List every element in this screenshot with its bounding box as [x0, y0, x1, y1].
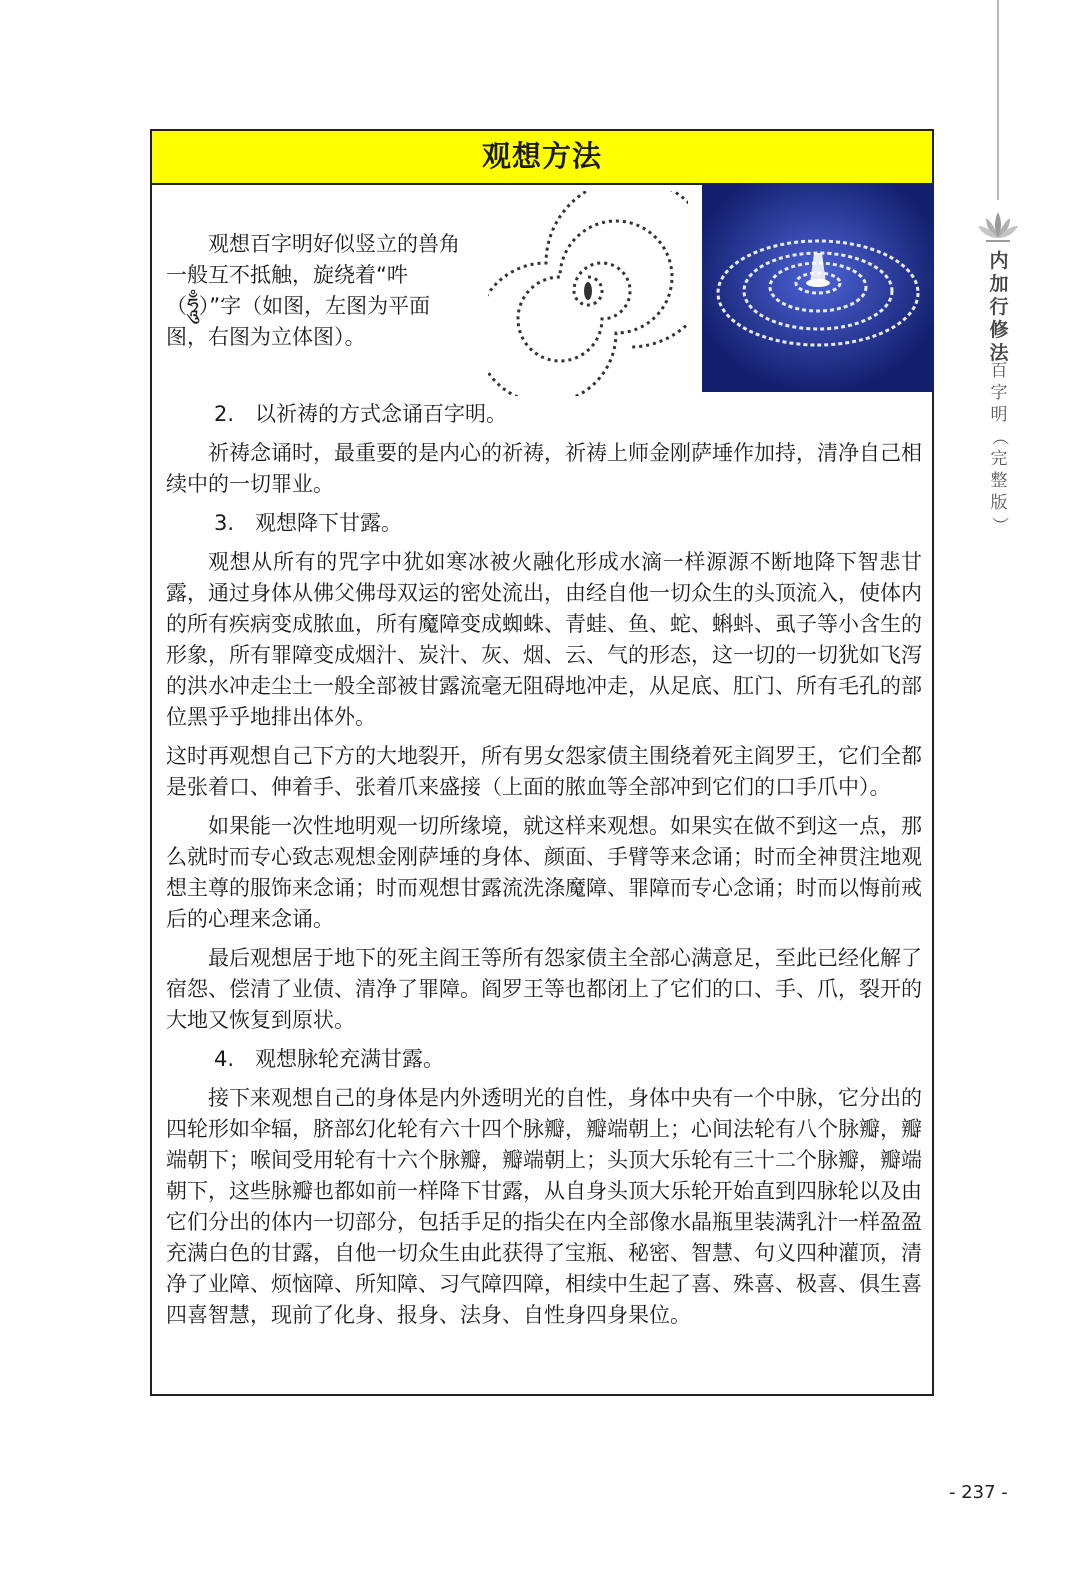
section-heading-4: 4. 观想脉轮充满甘露。	[214, 1047, 445, 1071]
spiral-mantra-flat-icon	[488, 191, 688, 396]
paragraph: 如果能一次性地明观一切所缘境，就这样来观想。如果实在做不到这一点，那么就时而专心致志观想金刚萨埵的身体、颜面、手臂等来念诵；时而全神贯注地观想主尊的服饰来念诵；时而观想甘露流洗涤魔障、罪障而专心念诵；时而以悔前戒后的心理来念诵。	[166, 814, 922, 931]
intro-paragraph: 观想百字明好似竖立的兽角一般互不抵触，旋绕着“吽（ཧཱུྃ）”字（如图，左图为平面图，右图为立体图）。	[166, 232, 460, 349]
paragraph: 这时再观想自己下方的大地裂开，所有男女怨家债主围绕着死主阎罗王，它们全都是张着口、伸着手、张着爪来盛接（上面的脓血等全部冲到它们的口手爪中）。	[166, 744, 922, 799]
visualization-box	[150, 129, 934, 1396]
sidebar-subtitle-main: 百字明	[990, 361, 1008, 425]
sidebar-subtitle-extra: 完整版	[990, 449, 1008, 513]
box-title: 观想方法	[152, 131, 932, 185]
sidebar-subtitle-paren-close: ）	[989, 516, 1009, 534]
paragraph: 祈祷念诵时，最重要的是内心的祈祷，祈祷上师金刚萨埵作加持，清净自己相续中的一切罪业。	[166, 441, 922, 496]
spiral-mantra-3d-icon	[702, 183, 934, 392]
page-number: - 237 -	[949, 1482, 1008, 1503]
paragraph: 最后观想居于地下的死主阎王等所有怨家债主全部心满意足，至此已经化解了宿怨、偿清了业债、清净了罪障。阎罗王等也都闭上了它们的口、手、爪，裂开的大地又恢复到原状。	[166, 946, 922, 1032]
section-heading-2: 2. 以祈祷的方式念诵百字明。	[214, 402, 508, 426]
paragraph: 接下来观想自己的身体是内外透明光的自性，身体中央有一个中脉，它分出的四轮形如伞辐，脐部幻化轮有六十四个脉瓣，瓣端朝上；心间法轮有八个脉瓣，瓣端朝下；喉间受用轮有十六个脉瓣，瓣端朝上；头顶大乐轮有三十二个脉瓣，瓣端朝下，这些脉瓣也都如前一样降下甘露，从自身头顶大乐轮开始直到四脉轮以及由它们分出的体内一切部分，包括手足的指尖在内全部像水晶瓶里装满乳汁一样盈盈充满白色的甘露，自他一切众生由此获得了宝瓶、秘密、智慧、句义四种灌顶，清净了业障、烦恼障、所知障、习气障四障，相续中生起了喜、殊喜、极喜、俱生喜四喜智慧，现前了化身、报身、法身、自性身四身果位。	[166, 1086, 922, 1327]
margin-rule	[997, 0, 999, 200]
sidebar-chapter-title: 内加行修法	[989, 250, 1009, 364]
content-body	[166, 399, 922, 1331]
sidebar-chapter-subtitle	[986, 360, 1012, 536]
paragraph: 观想从所有的咒字中犹如寒冰被火融化形成水滴一样源源不断地降下智悲甘露，通过身体从佛父佛母双运的密处流出，由经自他一切众生的头顶流入，使体内的所有疾病变成脓血，所有魔障变成蜘蛛、青蛙、鱼、蛇、蝌蚪、虱子等小含生的形象，所有罪障变成烟汁、炭汁、灰、烟、云、气的形态，这一切的一切犹如飞泻的洪水冲走尘土一般全部被甘露流毫无阻碍地冲走，从足底、肛门、所有毛孔的部位黑乎乎地排出体外。	[166, 550, 922, 729]
sidebar-subtitle-paren-open: （	[989, 428, 1009, 446]
lotus-icon	[976, 210, 1020, 244]
section-heading-3: 3. 观想降下甘露。	[214, 511, 403, 535]
